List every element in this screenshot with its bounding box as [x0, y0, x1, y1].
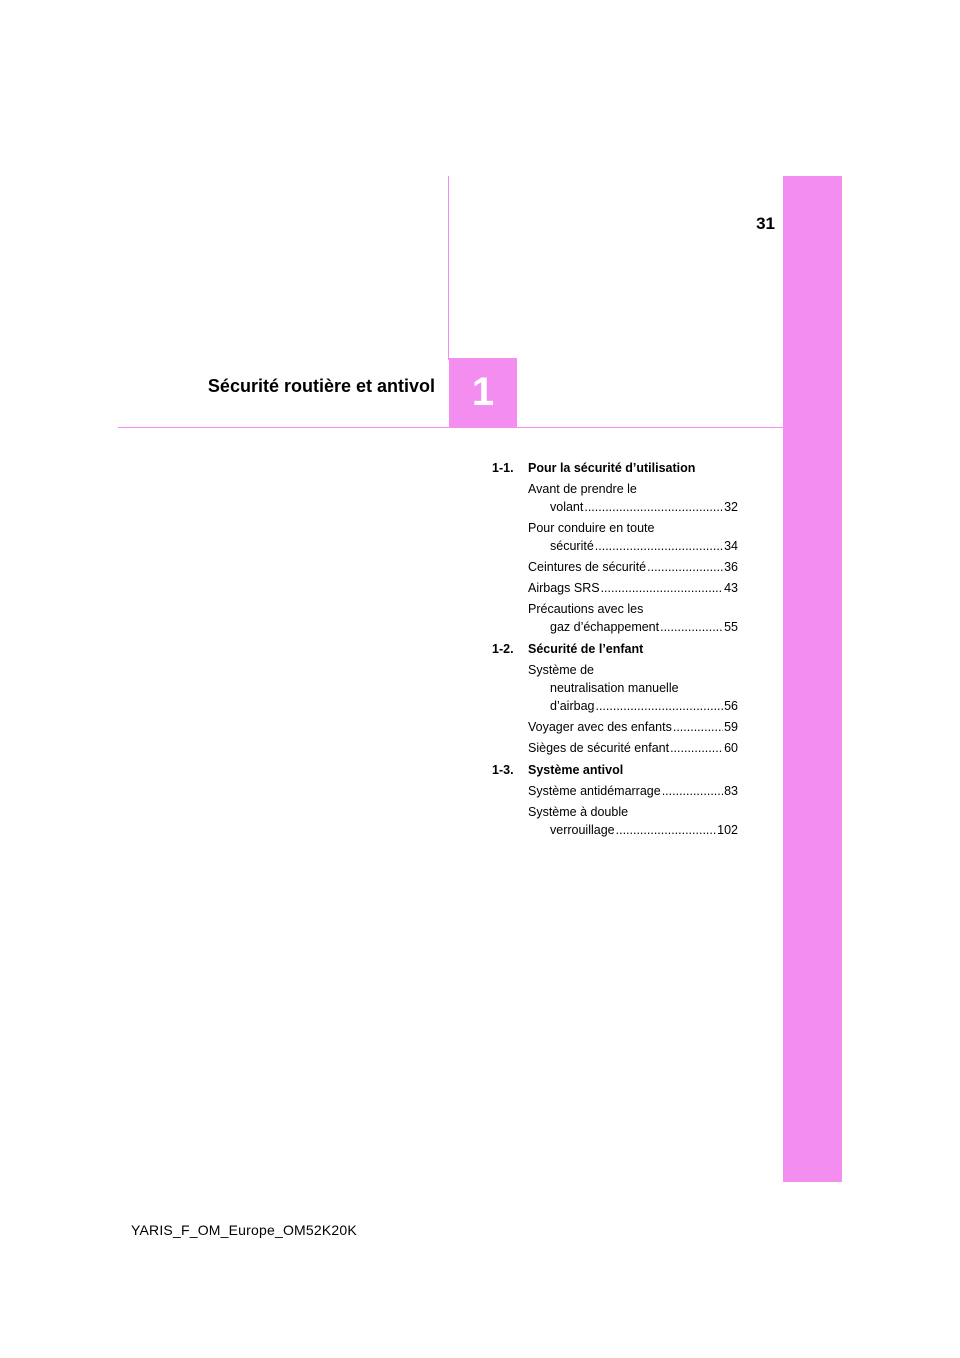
section-number: 1-2. — [492, 642, 514, 656]
dot-leader — [670, 739, 723, 757]
chapter-number: 1 — [471, 370, 495, 414]
entry-title-line: Précautions avec les — [528, 602, 644, 616]
toc-section — [492, 640, 742, 757]
section-title: Système antivol — [528, 763, 624, 777]
entry-title-line: volant — [550, 500, 584, 514]
entry-title-line: Sièges de sécurité enfant — [528, 741, 670, 755]
toc-entry[interactable] — [528, 718, 738, 736]
toc-entry[interactable] — [528, 739, 738, 757]
section-number: 1-3. — [492, 763, 514, 777]
dot-leader — [660, 618, 723, 636]
entry-title-line: Ceintures de sécurité — [528, 560, 647, 574]
page-number: 31 — [756, 214, 775, 233]
entry-title-line: d’airbag — [550, 699, 595, 713]
dot-leader — [673, 718, 723, 736]
entry-title-line: Pour conduire en toute — [528, 521, 655, 535]
entry-page-number: 55 — [724, 620, 738, 634]
toc-section-heading[interactable] — [492, 459, 742, 477]
toc-entry[interactable] — [528, 519, 738, 555]
toc-entry[interactable] — [528, 661, 738, 715]
document-footer: YARIS_F_OM_Europe_OM52K20K — [131, 1222, 357, 1238]
dot-leader — [647, 558, 723, 576]
chapter-side-tab — [783, 176, 842, 1182]
entry-page-number: 60 — [724, 741, 738, 755]
entry-title-line: Système à double — [528, 805, 629, 819]
dot-leader — [595, 537, 723, 555]
dot-leader — [584, 498, 723, 516]
entry-page-number: 43 — [724, 581, 738, 595]
entry-title-line: Système antidémarrage — [528, 784, 661, 798]
entry-page-number: 36 — [724, 560, 738, 574]
dot-leader — [595, 697, 723, 715]
chapter-title: Sécurité routière et antivol — [207, 376, 435, 396]
dot-leader — [601, 579, 724, 597]
entry-title-line: Voyager avec des enfants — [528, 720, 672, 734]
entry-title-line: verrouillage — [550, 823, 615, 837]
horizontal-rule — [118, 427, 783, 428]
toc-section-heading[interactable] — [492, 761, 742, 779]
toc-section — [492, 459, 742, 636]
vertical-rule — [448, 176, 449, 360]
entry-title-line: Avant de prendre le — [528, 482, 637, 496]
toc-entry[interactable] — [528, 558, 738, 576]
entry-title-line: Système de — [528, 663, 595, 677]
dot-leader — [662, 782, 723, 800]
entry-page-number: 32 — [724, 500, 738, 514]
entry-title-line: neutralisation manuelle — [550, 681, 679, 695]
toc-entry[interactable] — [528, 600, 738, 636]
entry-page-number: 83 — [724, 784, 738, 798]
entry-title-line: gaz d’échappement — [550, 620, 660, 634]
entry-title-line: sécurité — [550, 539, 594, 553]
entry-page-number: 59 — [724, 720, 738, 734]
toc-section-heading[interactable] — [492, 640, 742, 658]
entry-title-line: Airbags SRS — [528, 581, 600, 595]
entry-page-number: 34 — [724, 539, 738, 553]
section-title: Sécurité de l’enfant — [528, 642, 644, 656]
toc-entry[interactable] — [528, 579, 738, 597]
toc-section — [492, 761, 742, 839]
toc-entry[interactable] — [528, 480, 738, 516]
section-number: 1-1. — [492, 461, 514, 475]
entry-page-number: 56 — [724, 699, 738, 713]
toc-entry[interactable] — [528, 803, 738, 839]
section-title: Pour la sécurité d’utilisation — [528, 461, 696, 475]
entry-page-number: 102 — [717, 823, 738, 837]
toc-entry[interactable] — [528, 782, 738, 800]
dot-leader — [616, 821, 717, 839]
chapter-number-box — [449, 358, 517, 427]
table-of-contents — [492, 459, 742, 843]
